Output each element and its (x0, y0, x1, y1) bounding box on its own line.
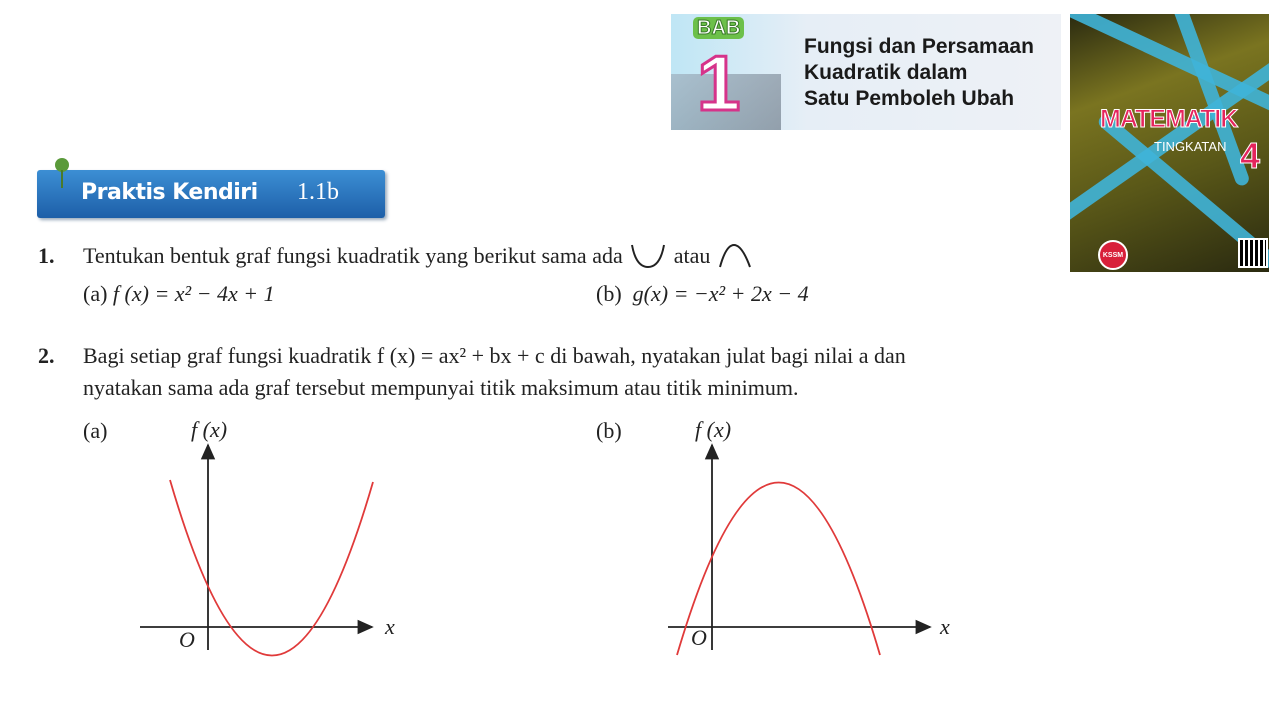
cover-grade: 4 (1240, 135, 1261, 176)
graph-a-ylabel: f (x) (191, 417, 228, 442)
practice-code: 1.1b (297, 179, 339, 205)
expression: g(x) = −x² + 2x − 4 (632, 281, 809, 306)
practice-label: Praktis Kendiri (81, 180, 258, 205)
expression: f (x) = x² − 4x + 1 (112, 281, 275, 306)
graph-b-origin: O (691, 625, 707, 650)
question-1-prompt: Tentukan bentuk graf fungsi kuadratik yang berikut sama ada (83, 243, 623, 268)
question-2-line2: nyatakan sama ada graf tersebut mempunyai titik maksimum atau titik minimum. (83, 375, 799, 400)
graph-b-xlabel: x (940, 614, 950, 639)
graph-a-origin: O (179, 627, 195, 652)
chapter-title-line: Fungsi dan Persamaan (804, 35, 1034, 58)
cover-subtitle: TINGKATAN (1154, 139, 1227, 154)
graph-b (668, 445, 930, 655)
chapter-title-line: Satu Pemboleh Ubah (804, 87, 1015, 110)
question-2-number: 2. (38, 343, 55, 368)
graph-b-label: (b) (596, 418, 622, 443)
question-2-line1: Bagi setiap graf fungsi kuadratik f (x) = ax² + bx + c di bawah, nyatakan julat bagi nilai a dan (83, 343, 906, 368)
graph-a (140, 445, 373, 656)
or-text: atau (673, 243, 711, 268)
kssm-badge: KSSM (1098, 240, 1128, 270)
question-1-number: 1. (38, 243, 55, 268)
chapter-title-line: Kuadratik dalam (804, 61, 968, 84)
part-label: (a) (83, 281, 108, 306)
chapter-label: BAB (693, 17, 744, 39)
parabola-curve (170, 480, 373, 656)
chapter-number: 1 (697, 39, 741, 127)
parabola-curve (677, 483, 880, 656)
part-label: (b) (596, 281, 622, 306)
graph-a-xlabel: x (385, 614, 395, 639)
cover-title: MATEMATIK (1100, 105, 1238, 133)
graph-a-label: (a) (83, 418, 108, 443)
graph-b-ylabel: f (x) (695, 417, 732, 442)
